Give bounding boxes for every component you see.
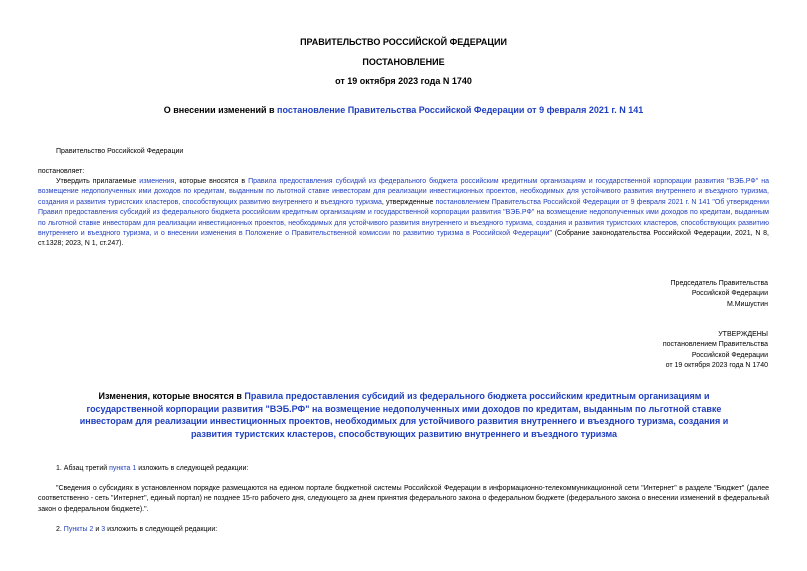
item1-prefix: 1. Абзац третий xyxy=(56,465,110,472)
changes-link[interactable]: изменения xyxy=(139,178,175,185)
para-suffix: (Собрание законодательства Российской Федерации, 2021, N 8, ст.1328; 2023, N 1, ст.247). xyxy=(38,230,769,248)
item2-link-3[interactable]: 3 xyxy=(101,526,106,533)
signature-country: Российской Федерации xyxy=(691,290,768,298)
item-1 xyxy=(56,464,756,474)
signature-block xyxy=(500,279,768,310)
document-type-heading: ПОСТАНОВЛЕНИЕ xyxy=(362,57,445,67)
item2-prefix: 2. xyxy=(56,526,64,533)
government-label: Правительство Российской Федерации xyxy=(56,148,184,155)
approved-label: УТВЕРЖДЕНЫ xyxy=(718,331,768,338)
main-paragraph xyxy=(38,177,769,250)
decrees-word: постановляет: xyxy=(38,168,85,175)
para-prefix: Утвердить прилагаемые xyxy=(56,178,140,185)
approved-date: от 19 октября 2023 года N 1740 xyxy=(665,362,768,370)
government-heading: ПРАВИТЕЛЬСТВО РОССИЙСКОЙ ФЕДЕРАЦИИ xyxy=(300,37,507,47)
approved-country: Российской Федерации xyxy=(691,351,768,359)
document-date-number: от 19 октября 2023 года N 1740 xyxy=(335,76,472,86)
changes-title-link[interactable]: Правила предоставления субсидий из федерального бюджета российским кредитным организациям и государственной корпорации развития "ВЭБ.РФ" на возмещение недополученных ими доходов по кредитам, выданным по льготной ставке инвесторам для реализации инвестиционных проектов, необходимых для устойчивого развития внутреннего и въездного туризма, создания и развития туристских кластеров, способствующих развитию внутреннего и въездного туризма xyxy=(79,391,729,439)
item-2 xyxy=(56,525,756,535)
item2-and: и xyxy=(93,526,102,533)
item2-suffix: изложить в следующей редакции: xyxy=(105,526,218,533)
resolution-link[interactable]: постановлением Правительства Российской Федерации от 9 февраля 2021 г. N 141 "Об утверждении Правил предоставления субсидий из федерального бюджета российским кредитным организациям и государственной корпорации развития "ВЭБ.РФ" на возмещение недополученных ими доходов по кредитам, выданным по льготной ставке инвесторам для реализации инвестиционных проектов, необходимых для устойчивого развития внутреннего и въездного туризма, создания и развития туристских кластеров, способствующих развитию внутреннего и въездного туризма, и о внесении изменения в Положение о Правительственной комиссии по развитию туризма в Российской Федерации" xyxy=(38,198,769,238)
rules-link[interactable]: Правила предоставления субсидий из федерального бюджета российским кредитным организациям и государственной корпорации развития "ВЭБ.РФ" на возмещение недополученных ими доходов по кредитам, выданным по льготной ставке инвесторам для реализации инвестиционных проектов, необходимых для устойчивого развития внутреннего и въездного туризма, создания и развития туристских кластеров, способствующих развитию внутреннего и въездного туризма xyxy=(38,178,769,206)
document-subject xyxy=(0,105,807,115)
signature-name: М.Мишустин xyxy=(726,300,768,308)
signature-position: Председатель Правительства xyxy=(670,280,768,287)
quoted-text: "Сведения о субсидиях в установленном порядке размещаются на едином портале бюджетной системы Российской Федерации в информационно-телекоммуникационной сети "Интернет" в разделе "Бюджет" (далее соответственно - сеть "Интернет", единый портал) не позднее 15-го рабочего дня, следующего за днем принятия федерального закона о федеральном бюджете (федерального закона о внесении изменений в федеральный закон о федеральном бюджете).". xyxy=(38,485,769,513)
approved-block xyxy=(500,330,768,372)
para-mid2: , утвержденные xyxy=(381,198,436,206)
subject-prefix: О внесении изменений в xyxy=(163,105,278,115)
approved-by: постановлением Правительства xyxy=(662,341,768,349)
item2-link-points[interactable]: Пункты 2 xyxy=(63,526,94,533)
item1-suffix: изложить в следующей редакции: xyxy=(136,465,249,472)
item1-link[interactable]: пункта 1 xyxy=(109,465,137,472)
changes-title xyxy=(60,390,748,440)
para-mid1: , которые вносятся в xyxy=(174,178,249,185)
subject-link[interactable]: постановление Правительства Российской Федерации от 9 февраля 2021 г. N 141 xyxy=(277,105,644,115)
changes-title-prefix: Изменения, которые вносятся в xyxy=(98,391,245,401)
